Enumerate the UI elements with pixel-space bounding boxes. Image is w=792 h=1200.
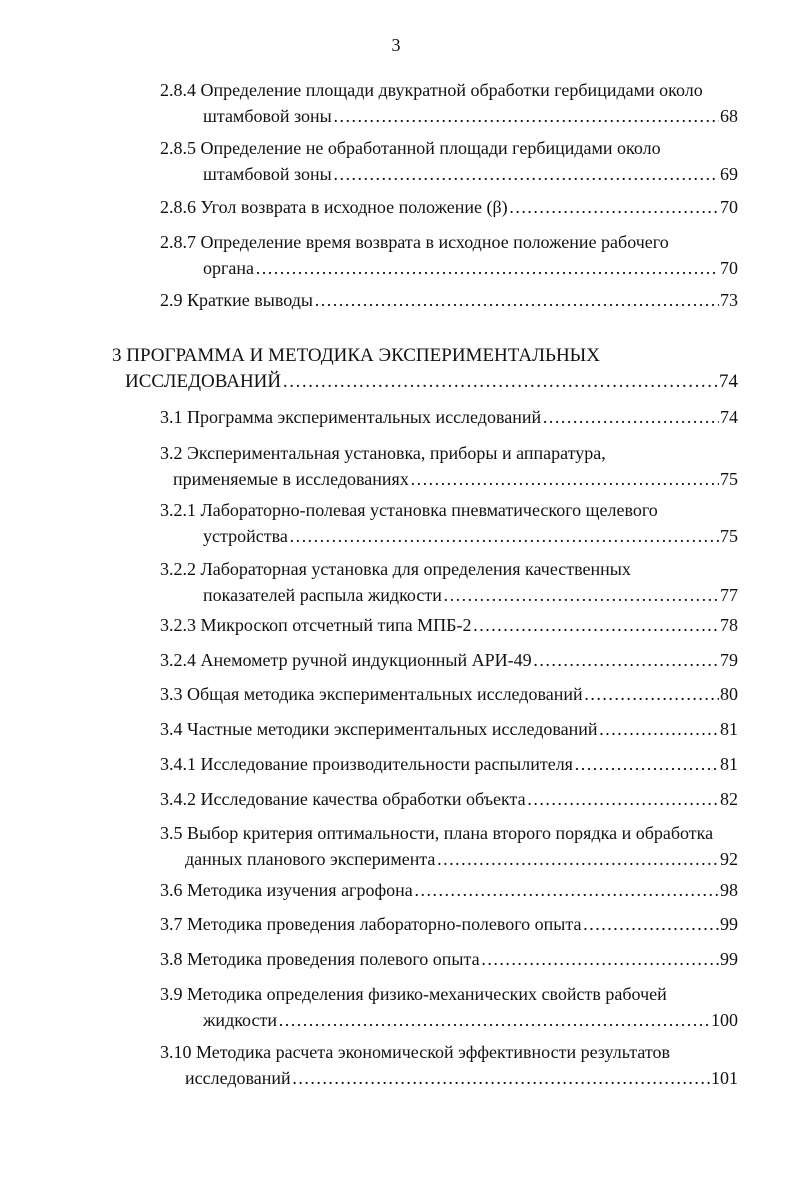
- toc-page-number: 81: [720, 754, 738, 774]
- leader-dots: [289, 523, 719, 549]
- toc-entry-2-9: [160, 287, 738, 313]
- toc-chapter-3: [112, 343, 738, 395]
- toc-entry-title-cont: применяемые в исследованиях: [173, 469, 409, 489]
- page-number: 3: [391, 35, 401, 55]
- toc-entry-title: 3.9 Методика определения физико-механических свойств рабочей: [160, 984, 667, 1004]
- toc-entry-title: 2.8.7 Определение время возврата в исходное положение рабочего: [160, 232, 669, 252]
- toc-entry-title: 2.8.4 Определение площади двукратной обработки гербицидами около: [160, 80, 703, 100]
- toc-page-number: 80: [720, 684, 738, 704]
- toc-entry-title: 3.1 Программа экспериментальных исследований: [160, 407, 542, 427]
- toc-entry-title: 3.2.1 Лабораторно-полевая установка пневматического щелевого: [160, 500, 658, 520]
- toc-entry-3-9: [160, 981, 738, 1033]
- leader-dots: [314, 287, 719, 313]
- toc-page-number: 77: [720, 585, 738, 605]
- toc-entry-title-cont: устройства: [203, 526, 288, 546]
- toc-entry-3-4-2: [160, 786, 738, 812]
- toc-entry-title: 3.2 Экспериментальная установка, приборы и аппаратура,: [160, 443, 606, 463]
- toc-entry-title-cont: органа: [203, 258, 254, 278]
- toc-page-number: 99: [720, 914, 738, 934]
- leader-dots: [292, 1065, 710, 1091]
- toc-page-number: 73: [720, 290, 738, 310]
- toc-entry-title: 2.9 Краткие выводы: [160, 290, 313, 310]
- toc-entry-title: 2.8.5 Определение не обработанной площади гербицидами около: [160, 138, 661, 158]
- leader-dots: [414, 877, 719, 903]
- leader-dots: [278, 1007, 710, 1033]
- toc-page-number: 79: [720, 650, 738, 670]
- toc-entry-title: 3.8 Методика проведения полевого опыта: [160, 949, 480, 969]
- leader-dots: [599, 716, 719, 742]
- toc-page-number: 74: [719, 371, 738, 392]
- toc-page-number: 70: [720, 258, 738, 278]
- toc-entry-3-2: [160, 440, 738, 492]
- toc-entry-3-6: [160, 877, 738, 903]
- leader-dots: [333, 103, 719, 129]
- toc-page-number: 98: [720, 880, 738, 900]
- leader-dots: [472, 612, 719, 638]
- leader-dots: [410, 466, 719, 492]
- toc-page-number: 101: [711, 1068, 738, 1088]
- toc-entry-2-8-6: [160, 194, 738, 220]
- leader-dots: [443, 582, 719, 608]
- toc-page-number: 78: [720, 615, 738, 635]
- leader-dots: [542, 404, 719, 430]
- toc-entry-title: 3.2.2 Лабораторная установка для определения качественных: [160, 559, 631, 579]
- toc-entry-2-8-4: [160, 77, 738, 129]
- toc-entry-title: 2.8.6 Угол возврата в исходное положение (β): [160, 197, 508, 217]
- toc-entry-3-5: [160, 820, 738, 872]
- toc-entry-3-2-3: [160, 612, 738, 638]
- leader-dots: [574, 751, 719, 777]
- toc-entry-title-cont: данных планового эксперимента: [185, 849, 436, 869]
- toc-page-number: 99: [720, 949, 738, 969]
- toc-entry-title: 3.4 Частные методики экспериментальных исследований: [160, 719, 598, 739]
- toc-entry-title: 3.2.3 Микроскоп отсчетный типа МПБ-2: [160, 615, 472, 635]
- leader-dots: [533, 647, 719, 673]
- toc-chapter-title-cont: ИССЛЕДОВАНИЙ: [125, 371, 282, 392]
- toc-entry-title-cont: штамбовой зоны: [203, 106, 332, 126]
- toc-page-number: 100: [711, 1010, 738, 1030]
- toc-entry-title-cont: жидкости: [203, 1010, 277, 1030]
- leader-dots: [509, 194, 719, 220]
- toc-entry-title-cont: штамбовой зоны: [203, 164, 332, 184]
- toc-entry-title: 3.7 Методика проведения лабораторно-полевого опыта: [160, 914, 582, 934]
- toc-page-number: 70: [720, 197, 738, 217]
- toc-page-number: 81: [720, 719, 738, 739]
- toc-entry-3-2-1: [160, 497, 738, 549]
- toc-entry-3-2-4: [160, 647, 738, 673]
- toc-entry-title: 3.10 Методика расчета экономической эффективности результатов: [160, 1042, 670, 1062]
- toc-entry-3-4: [160, 716, 738, 742]
- toc-entry-title: 3.5 Выбор критерия оптимальности, плана второго порядка и обработка: [160, 823, 714, 843]
- leader-dots: [527, 786, 719, 812]
- toc-entry-3-4-1: [160, 751, 738, 777]
- leader-dots: [333, 161, 719, 187]
- leader-dots: [436, 846, 719, 872]
- leader-dots: [255, 255, 719, 281]
- toc-entry-3-10: [160, 1039, 738, 1091]
- toc-entry-3-3: [160, 681, 738, 707]
- toc-entry-3-1: [160, 404, 738, 430]
- toc-chapter-title: 3 ПРОГРАММА И МЕТОДИКА ЭКСПЕРИМЕНТАЛЬНЫХ: [112, 345, 600, 366]
- toc-entry-2-8-7: [160, 229, 738, 281]
- leader-dots: [282, 369, 718, 395]
- toc-entry-title: 3.6 Методика изучения агрофона: [160, 880, 413, 900]
- toc-page-number: 69: [720, 164, 738, 184]
- toc-page-number: 82: [720, 789, 738, 809]
- toc-entry-3-7: [160, 911, 738, 937]
- toc-entry-title: 3.4.2 Исследование качества обработки объекта: [160, 789, 526, 809]
- toc-page-number: 74: [720, 407, 738, 427]
- toc-entry-title: 3.2.4 Анемометр ручной индукционный АРИ-49: [160, 650, 532, 670]
- toc-page-number: 68: [720, 106, 738, 126]
- toc-entry-2-8-5: [160, 135, 738, 187]
- toc-entry-title: 3.3 Общая методика экспериментальных исследований: [160, 684, 583, 704]
- toc-entry-title: 3.4.1 Исследование производительности распылителя: [160, 754, 573, 774]
- leader-dots: [582, 911, 719, 937]
- toc-page-number: 92: [720, 849, 738, 869]
- leader-dots: [584, 681, 719, 707]
- toc-entry-3-2-2: [160, 556, 738, 608]
- toc-entry-title-cont: исследований: [185, 1068, 291, 1088]
- toc-entry-3-8: [160, 946, 738, 972]
- leader-dots: [481, 946, 719, 972]
- toc-entry-title-cont: показателей распыла жидкости: [203, 585, 442, 605]
- toc-page-number: 75: [720, 526, 738, 546]
- toc-page-number: 75: [720, 469, 738, 489]
